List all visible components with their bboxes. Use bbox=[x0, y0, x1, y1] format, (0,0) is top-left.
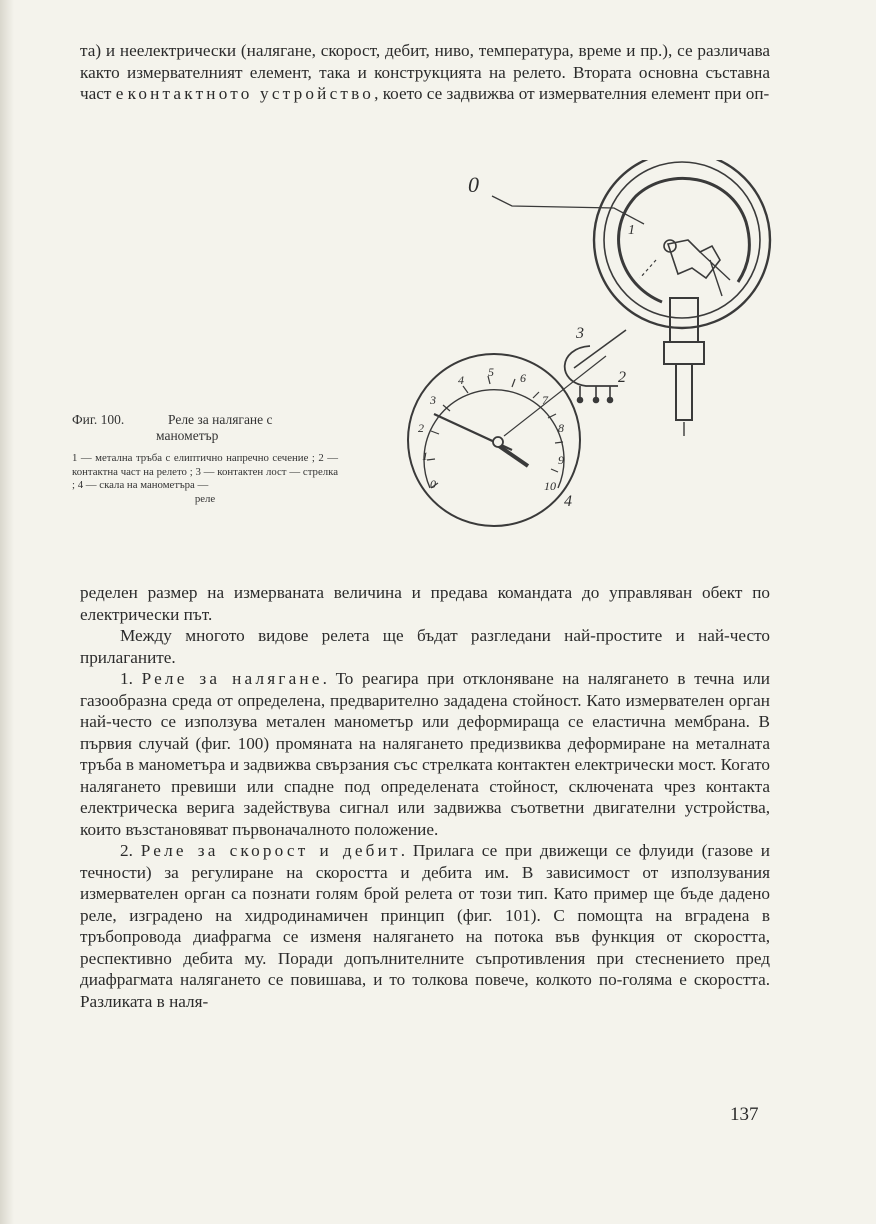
scale-10: 10 bbox=[544, 479, 556, 493]
scale-2: 2 bbox=[418, 421, 424, 435]
figure-label-0: 0 bbox=[468, 172, 479, 197]
figure-caption bbox=[72, 412, 338, 506]
caption-legend: 1 — метална тръба с елиптично напречно сечение ; 2 — контактна част на релето ; 3 — контактен лост — стрелка ; 4 — скала на манометъра — реле bbox=[72, 452, 338, 505]
figure-label-3: 3 bbox=[576, 325, 584, 342]
scale-4: 4 bbox=[458, 373, 464, 387]
item-1: 1. Реле за налягане. То реагира при отклоняване на налягането в течна или газообразна среда от определена, предварително зададена стойност. Като измервателен орган най-често се използува метален манометър или деформираща се еластична мембрана. В първия случай (фиг. 100) промяната на налягането предизвиква деформиране на металната тръба в манометъра и задвижва свързания със стрелката контактен електрически мост. Когато налягането превиши или спадне под определената стойност, сключената чрез контакта електрическа верига задействува сигнал или задвижва съответни двигателни устройства, които възстановяват първоначалното положение. bbox=[80, 669, 771, 839]
contact-part bbox=[565, 346, 618, 386]
spaced-term: контактното устройство bbox=[127, 84, 375, 103]
manometer-neck bbox=[670, 298, 698, 342]
manometer-stem bbox=[676, 364, 692, 420]
scale-7: 7 bbox=[542, 393, 548, 407]
scale-1: 1 bbox=[422, 449, 428, 463]
manometer-inner-ring bbox=[604, 162, 760, 318]
item-2: 2. Реле за скорост и дебит. Прилага се при движещи се флуиди (газове и течности) за регулиране на скоростта и дебита им. В зависимост от използувания измервателен орган са познати голям брой релета от този тип. Като пример ще бъде дадено реле, изградено на хидродинамичен принцип (фиг. 101). С помощта на вградена в тръбопровода диафрагма се изменя налягането на потока във функция от скоростта, респективно дебита му. Поради допълнителните съпротивления при стеснението пред диафрагмата налягането се повишава, и то толкова повече, колкото по-голяма е скоростта. Разликата в наля- bbox=[80, 841, 771, 1011]
figure-label-1: 1 bbox=[628, 223, 635, 238]
item-2-title: Реле за скорост и дебит bbox=[140, 841, 401, 860]
manometer-nut bbox=[664, 342, 704, 364]
caption-title-line2: манометър bbox=[156, 428, 219, 443]
figure-label-4: 4 bbox=[564, 493, 572, 510]
scale-0: 0 bbox=[430, 477, 436, 491]
paragraph-top: та) и неелектрически (налягане, скорост, дебит, ниво, температура, време и пр.), се различава както измервателният елемент, така и конструкцията на релето. Втората основна съставна част е контактното устройство, което се задвижва от измервателния елемент при оп- bbox=[80, 41, 770, 103]
top-text-block bbox=[80, 40, 770, 105]
caption-legend-last: реле bbox=[194, 492, 216, 505]
pressure-relay-figure bbox=[400, 160, 780, 540]
scale-5: 5 bbox=[488, 365, 494, 379]
caption-number: Фиг. 100. bbox=[72, 412, 125, 427]
caption-title bbox=[72, 412, 338, 428]
binding-shadow bbox=[0, 0, 14, 1224]
scale-9: 9 bbox=[558, 453, 564, 467]
paragraph-2: Между многото видове релета ще бъдат разгледани най-простите и най-често прилаганите. bbox=[80, 626, 770, 667]
page-number: 137 bbox=[730, 1104, 759, 1125]
manometer-outer-ring bbox=[594, 160, 770, 328]
paragraph-continuation: ределен размер на измерваната величина и предава командата до управляван обект по електрически път. bbox=[80, 583, 770, 624]
item-1-title: Реле за налягане bbox=[141, 669, 323, 688]
scale-8: 8 bbox=[558, 421, 564, 435]
dial-scale-numbers bbox=[418, 365, 564, 493]
bottom-text-block bbox=[80, 582, 770, 1012]
scale-6: 6 bbox=[520, 371, 526, 385]
scale-3: 3 bbox=[430, 393, 436, 407]
caption-title-line1: Реле за налягане с bbox=[168, 412, 273, 427]
figure-label-2: 2 bbox=[618, 369, 626, 386]
